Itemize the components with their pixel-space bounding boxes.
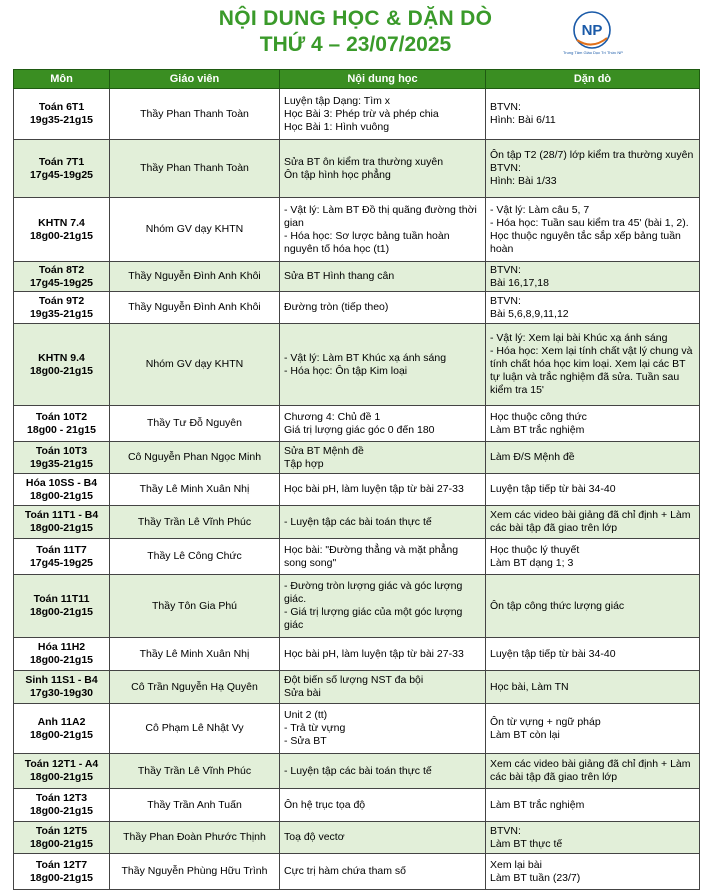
col-header-noi-dung: Nội dung học — [280, 70, 486, 89]
cell-mon — [14, 754, 110, 789]
table-row — [14, 292, 700, 324]
cell-homework: - Vật lý: Làm câu 5, 7 - Hóa học: Tuần sau kiểm tra 45' (bài 1, 2). Học thuộc nguyên tắc sắp xếp bảng tuần hoàn — [486, 198, 700, 262]
center-logo — [563, 10, 621, 50]
cell-mon — [14, 262, 110, 292]
cell-homework: Ôn từ vựng + ngữ pháp Làm BT còn lại — [486, 704, 700, 754]
class-time: 18g00-21g15 — [29, 606, 94, 618]
cell-content: Cực trị hàm chứa tham số — [280, 854, 486, 890]
cell-homework: Làm Đ/S Mệnh đề — [486, 442, 700, 474]
table-row — [14, 442, 700, 474]
table-row — [14, 262, 700, 292]
schedule-table — [13, 69, 700, 890]
cell-teacher: Thầy Tôn Gia Phú — [110, 575, 280, 638]
cell-content: Sửa BT Hình thang cân — [280, 262, 486, 292]
cell-homework: Luyện tập tiếp từ bài 34-40 — [486, 474, 700, 506]
title-line-2: THỨ 4 – 23/07/2025 — [259, 33, 452, 56]
cell-homework: Luyện tập tiếp từ bài 34-40 — [486, 638, 700, 671]
cell-content: Học bài pH, làm luyện tập từ bài 27-33 — [280, 474, 486, 506]
class-time: 17g45-19g25 — [29, 168, 94, 181]
class-name: Toán 9T2 — [38, 294, 85, 307]
table-row — [14, 638, 700, 671]
cell-mon — [14, 822, 110, 854]
cell-teacher: Thầy Lê Công Chức — [110, 539, 280, 575]
cell-homework: Xem lại bài Làm BT tuần (23/7) — [486, 854, 700, 890]
col-header-giao-vien: Giáo viên — [110, 70, 280, 89]
col-header-mon: Môn — [14, 70, 110, 89]
class-time: 18g00-21g15 — [29, 837, 94, 850]
class-name: Toán 11T7 — [36, 543, 87, 556]
class-name: Sinh 11S1 - B4 — [25, 674, 98, 686]
cell-teacher: Thầy Lê Minh Xuân Nhị — [110, 638, 280, 671]
table-row — [14, 198, 700, 262]
class-time: 18g00-21g15 — [29, 871, 94, 884]
cell-content: Luyện tập Dạng: Tìm x Học Bài 3: Phép trừ và phép chia Học Bài 1: Hình vuông — [280, 89, 486, 140]
cell-teacher: Thầy Phan Thanh Toàn — [110, 89, 280, 140]
cell-content: Toạ độ vectơ — [280, 822, 486, 854]
table-row — [14, 704, 700, 754]
class-time: 17g30-19g30 — [29, 687, 94, 699]
cell-mon — [14, 140, 110, 198]
cell-content: Đường tròn (tiếp theo) — [280, 292, 486, 324]
class-name: Toán 12T7 — [35, 858, 88, 871]
cell-teacher: Thầy Trần Anh Tuấn — [110, 789, 280, 822]
cell-mon — [14, 789, 110, 822]
table-row — [14, 575, 700, 638]
cell-content: Học bài pH, làm luyện tập từ bài 27-33 — [280, 638, 486, 671]
class-name: Toán 11T11 — [33, 593, 90, 605]
cell-teacher: Thầy Nguyễn Đình Anh Khôi — [110, 262, 280, 292]
class-time: 19g35-21g15 — [29, 457, 94, 470]
cell-content: Ôn hệ trục tọa độ — [280, 789, 486, 822]
class-name: Toán 6T1 — [38, 101, 85, 113]
cell-content: - Vật lý: Làm BT Khúc xạ ánh sáng - Hóa học: Ôn tập Kim loại — [280, 324, 486, 406]
cell-mon — [14, 442, 110, 474]
cell-teacher: Cô Trần Nguyễn Hạ Quyên — [110, 671, 280, 704]
class-name: Hóa 11H2 — [37, 641, 86, 653]
cell-mon — [14, 292, 110, 324]
cell-homework: Ôn tập công thức lượng giác — [486, 575, 700, 638]
cell-teacher: Thầy Lê Minh Xuân Nhị — [110, 474, 280, 506]
cell-content: Đột biến số lượng NST đa bội Sửa bài — [280, 671, 486, 704]
class-time: 18g00-21g15 — [29, 805, 94, 817]
table-row — [14, 854, 700, 890]
cell-mon — [14, 324, 110, 406]
cell-content: - Luyện tập các bài toán thực tế — [280, 506, 486, 539]
table-row — [14, 822, 700, 854]
class-name: Toán 10T2 — [35, 410, 88, 423]
cell-homework: Ôn tập T2 (28/7) lớp kiểm tra thường xuyên BTVN: Hình: Bài 1/33 — [486, 140, 700, 198]
cell-content: Sửa BT Mệnh đề Tập hợp — [280, 442, 486, 474]
cell-homework: BTVN: Làm BT thực tế — [486, 822, 700, 854]
cell-teacher: Thầy Nguyễn Đình Anh Khôi — [110, 292, 280, 324]
table-row — [14, 89, 700, 140]
class-name: Toán 11T1 - B4 — [24, 509, 99, 521]
class-time: 18g00-21g15 — [29, 728, 94, 741]
cell-teacher: Thầy Trần Lê Vĩnh Phúc — [110, 754, 280, 789]
cell-teacher: Nhóm GV dạy KHTN — [110, 324, 280, 406]
class-time: 18g00-21g15 — [29, 522, 94, 534]
class-time: 18g00-21g15 — [29, 229, 94, 242]
cell-homework: BTVN: Bài 5,6,8,9,11,12 — [486, 292, 700, 324]
cell-homework: Làm BT trắc nghiệm — [486, 789, 700, 822]
cell-content: Unit 2 (tt) - Trả từ vựng - Sửa BT — [280, 704, 486, 754]
cell-mon — [14, 198, 110, 262]
class-name: Hóa 10SS - B4 — [25, 476, 98, 489]
table-row — [14, 406, 700, 442]
cell-mon — [14, 575, 110, 638]
cell-content: Sửa BT ôn kiểm tra thường xuyên Ôn tập hình học phẳng — [280, 140, 486, 198]
class-name: Toán 7T1 — [38, 155, 85, 168]
cell-homework: - Vật lý: Xem lại bài Khúc xạ ánh sáng - Hóa học: Xem lại tính chất vật lý chung và tính chất hóa học kim loại. Xem lại các BT tự luận và trắc nghiệm đã sửa. Tuần sau kiểm tra 15' — [486, 324, 700, 406]
cell-homework: BTVN: Hình: Bài 6/11 — [486, 89, 700, 140]
cell-mon — [14, 506, 110, 539]
cell-mon — [14, 854, 110, 890]
cell-teacher: Thầy Nguyễn Phùng Hữu Trình — [110, 854, 280, 890]
cell-content: - Luyện tập các bài toán thực tế — [280, 754, 486, 789]
class-time: 18g00-21g15 — [29, 489, 94, 502]
class-name: Toán 10T3 — [35, 444, 88, 457]
cell-mon — [14, 704, 110, 754]
class-time: 19g35-21g15 — [29, 114, 94, 126]
class-time: 19g35-21g15 — [29, 307, 94, 320]
class-name: Toán 12T1 - A4 — [24, 758, 99, 770]
table-row — [14, 754, 700, 789]
cell-teacher: Thầy Tư Đỗ Nguyên — [110, 406, 280, 442]
cell-teacher: Thầy Phan Thanh Toàn — [110, 140, 280, 198]
table-row — [14, 324, 700, 406]
cell-teacher: Thầy Trần Lê Vĩnh Phúc — [110, 506, 280, 539]
cell-homework: Xem các video bài giảng đã chỉ định + Làm các bài tập đã giao trên lớp — [486, 506, 700, 539]
cell-teacher: Thầy Phan Đoàn Phước Thịnh — [110, 822, 280, 854]
class-name: Toán 8T2 — [38, 263, 85, 276]
table-header-row — [14, 70, 700, 89]
cell-mon — [14, 406, 110, 442]
cell-content: - Vật lý: Làm BT Đồ thị quãng đường thời gian - Hóa học: Sơ lược bảng tuần hoàn nguyên tố hóa học (t1) — [280, 198, 486, 262]
col-header-dan-do: Dặn dò — [486, 70, 700, 89]
class-name: KHTN 7.4 — [38, 216, 85, 229]
table-row — [14, 539, 700, 575]
class-name: Anh 11A2 — [37, 715, 86, 728]
class-name: KHTN 9.4 — [38, 351, 85, 364]
cell-content: Chương 4: Chủ đề 1 Giá trị lượng giác góc 0 đến 180 — [280, 406, 486, 442]
class-time: 18g00 - 21g15 — [27, 423, 96, 436]
cell-homework: Xem các video bài giảng đã chỉ định + Làm các bài tập đã giao trên lớp — [486, 754, 700, 789]
table-row — [14, 789, 700, 822]
cell-mon — [14, 474, 110, 506]
cell-homework: BTVN: Bài 16,17,18 — [486, 262, 700, 292]
class-name: Toán 12T5 — [35, 824, 88, 837]
cell-content: Học bài: "Đường thẳng và mặt phẳng song song" — [280, 539, 486, 575]
cell-mon — [14, 89, 110, 140]
cell-teacher: Nhóm GV dạy KHTN — [110, 198, 280, 262]
table-row — [14, 671, 700, 704]
cell-content: - Đường tròn lượng giác và góc lượng giác. - Giá trị lượng giác của một góc lượng giác — [280, 575, 486, 638]
class-time: 18g00-21g15 — [29, 654, 94, 666]
cell-homework: Học thuộc lý thuyết Làm BT dạng 1; 3 — [486, 539, 700, 575]
cell-mon — [14, 539, 110, 575]
cell-teacher: Cô Phạm Lê Nhật Vy — [110, 704, 280, 754]
cell-mon — [14, 638, 110, 671]
table-row — [14, 474, 700, 506]
logo-text: NP — [581, 22, 603, 39]
table-row — [14, 140, 700, 198]
class-time: 18g00-21g15 — [29, 771, 94, 783]
class-time: 17g45-19g25 — [29, 276, 94, 289]
title-line-1: NỘI DUNG HỌC & DẶN DÒ — [218, 7, 493, 30]
logo-caption: Trung Tâm Giáo Dục Trí Thức NP — [563, 50, 623, 55]
class-time: 18g00-21g15 — [29, 364, 94, 377]
cell-mon — [14, 671, 110, 704]
cell-homework: Học bài, Làm TN — [486, 671, 700, 704]
cell-homework: Học thuộc công thức Làm BT trắc nghiệm — [486, 406, 700, 442]
table-row — [14, 506, 700, 539]
class-name: Toán 12T3 — [35, 792, 88, 804]
cell-teacher: Cô Nguyễn Phan Ngọc Minh — [110, 442, 280, 474]
class-time: 17g45-19g25 — [29, 556, 94, 569]
